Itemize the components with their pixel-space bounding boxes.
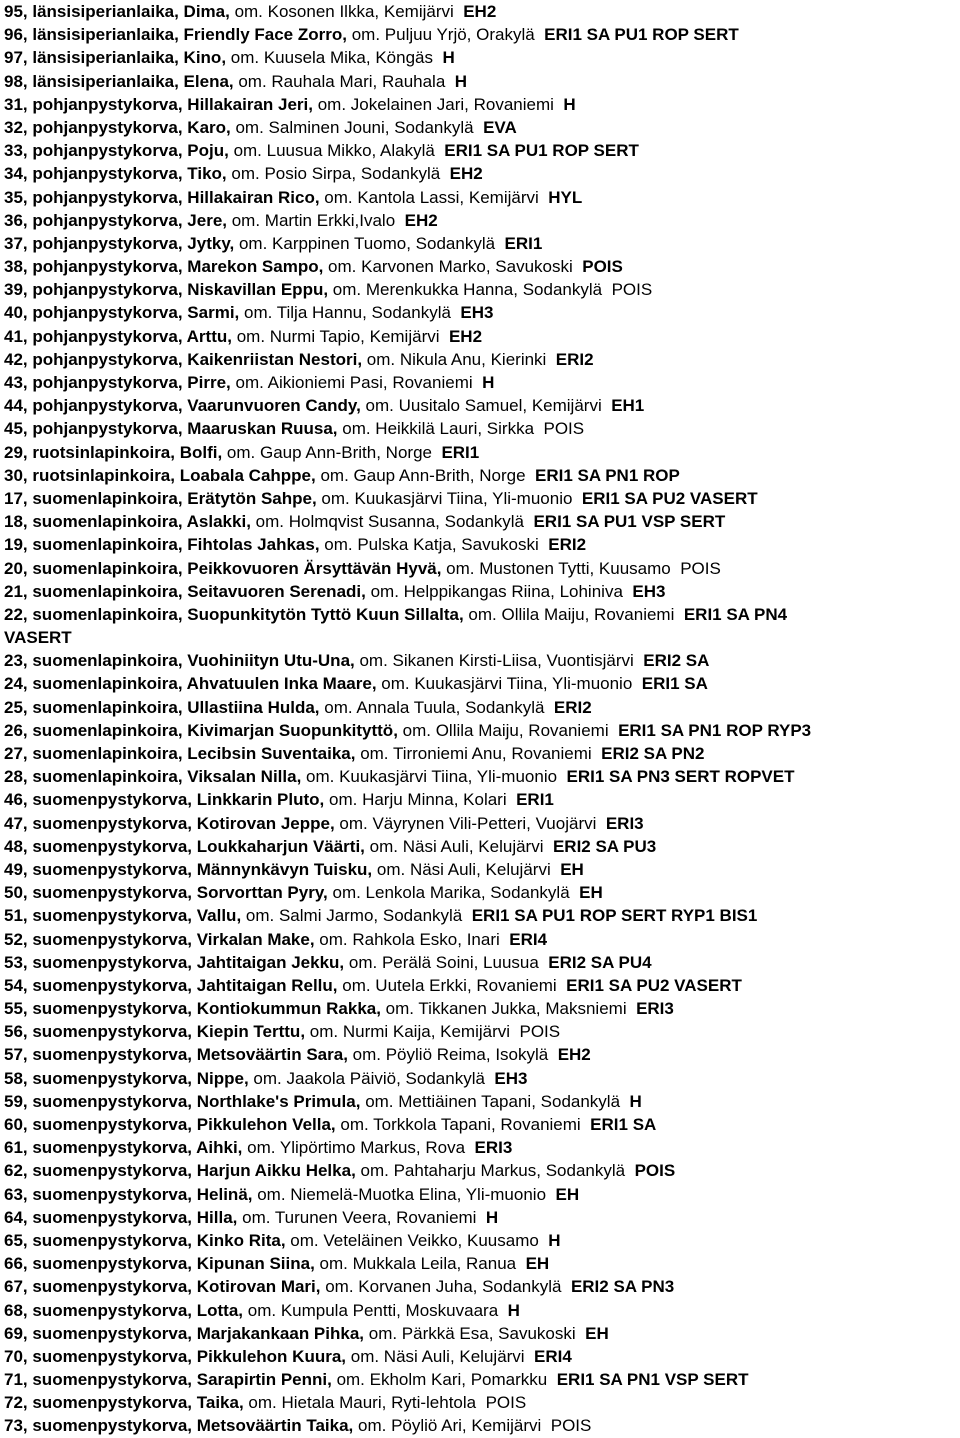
result-entry: [4, 1229, 960, 1252]
dog-entry-label: 33, pohjanpystykorva, Poju,: [4, 141, 229, 161]
evaluation-result: H: [629, 1091, 642, 1111]
result-entry: [4, 1020, 960, 1043]
evaluation-result: POIS: [519, 1022, 561, 1042]
dog-entry-label: 29, ruotsinlapinkoira, Bolfi,: [4, 442, 223, 462]
owner-text: om. Martin Erkki,Ivalo: [227, 210, 396, 230]
evaluation-result: ERI2: [553, 697, 592, 717]
evaluation-result: H: [507, 1300, 520, 1320]
result-entry: [4, 696, 960, 719]
owner-text: om. Torkkola Tapani, Rovaniemi: [335, 1115, 581, 1134]
dog-entry-label: 17, suomenlapinkoira, Erätytön Sahpe,: [4, 488, 317, 508]
evaluation-result: ERI1 SA PU2 VASERT: [581, 488, 758, 508]
result-entry: [4, 209, 960, 232]
result-entry: [4, 278, 960, 301]
dog-entry-label: 21, suomenlapinkoira, Seitavuoren Serenadi,: [4, 581, 366, 601]
dog-entry-label: 46, suomenpystykorva, Linkkarin Pluto,: [4, 790, 325, 810]
evaluation-result: ERI1: [516, 790, 554, 810]
evaluation-result: ERI1 SA PU1 VSP SERT: [533, 512, 726, 532]
owner-text: om. Uutela Erkki, Rovaniemi: [337, 975, 557, 995]
dog-entry-label: 71, suomenpystykorva, Sarapirtin Penni,: [4, 1370, 332, 1390]
dog-entry-label: 36, pohjanpystykorva, Jere,: [4, 210, 227, 230]
result-entry: [4, 580, 960, 603]
owner-text: om. Korvanen Juha, Sodankylä: [320, 1277, 562, 1297]
owner-text: om. Hietala Mauri, Ryti-lehtola: [243, 1393, 477, 1413]
evaluation-result: ERI1 SA PU1 ROP SERT RYP1 BIS1: [471, 906, 758, 926]
dog-entry-label: 97, länsisiperianlaika, Kino,: [4, 48, 227, 68]
owner-text: om. Harju Minna, Kolari: [324, 790, 507, 810]
dog-entry-label: 43, pohjanpystykorva, Pirre,: [4, 373, 231, 392]
owner-text: om. Näsi Auli, Kelujärvi: [372, 859, 551, 879]
dog-entry-label: 60, suomenpystykorva, Pikkulehon Vella,: [4, 1115, 336, 1134]
dog-entry-label: 53, suomenpystykorva, Jahtitaigan Jekku,: [4, 952, 345, 972]
owner-text: om. Näsi Auli, Kelujärvi: [346, 1346, 525, 1366]
owner-text: om. Väyrynen Vili-Petteri, Vuojärvi: [334, 813, 597, 833]
dog-entry-label: 72, suomenpystykorva, Taika,: [4, 1393, 244, 1413]
result-entry: [4, 371, 960, 394]
evaluation-result: EH3: [494, 1068, 528, 1088]
dog-entry-label: 47, suomenpystykorva, Kotirovan Jeppe,: [4, 813, 335, 833]
dog-entry-label: 55, suomenpystykorva, Kontiokummun Rakka,: [4, 999, 381, 1019]
owner-text: om. Jaakola Päiviö, Sodankylä: [248, 1068, 485, 1088]
result-entry: [4, 464, 960, 487]
result-entry: [4, 881, 960, 904]
result-entry: [4, 394, 960, 417]
result-entry: [4, 858, 960, 881]
result-entry: [4, 487, 960, 510]
owner-text: om. Holmqvist Susanna, Sodankylä: [250, 512, 525, 532]
dog-entry-label: 39, pohjanpystykorva, Niskavillan Eppu,: [4, 280, 329, 300]
owner-text: om. Nikula Anu, Kierinki: [362, 349, 547, 369]
dog-entry-label: 26, suomenlapinkoira, Kivimarjan Suopunkityttö,: [4, 720, 398, 740]
owner-text: om. Pulska Katja, Savukoski: [319, 535, 539, 555]
evaluation-result: EH2: [463, 2, 497, 21]
owner-text: om. Mustonen Tytti, Kuusamo: [441, 558, 671, 578]
dog-entry-label: 63, suomenpystykorva, Helinä,: [4, 1184, 253, 1204]
evaluation-result: ERI2 SA PU4: [548, 952, 652, 972]
evaluation-result: ERI2: [555, 349, 594, 369]
owner-text: om. Heikkilä Lauri, Sirkka: [337, 419, 535, 439]
result-entry: [4, 1368, 960, 1391]
owner-text: om. Salmi Jarmo, Sodankylä: [241, 906, 463, 926]
evaluation-result: EH2: [557, 1045, 591, 1065]
evaluation-result: ERI1 SA PN1 ROP RYP3: [618, 720, 812, 740]
owner-text: om. Kuusela Mika, Köngäs: [226, 48, 433, 68]
dog-entry-label: 42, pohjanpystykorva, Kaikenriistan Nestori,: [4, 349, 363, 369]
evaluation-result: ERI1 SA PN3 SERT ROPVET: [566, 767, 795, 787]
owner-text: om. Posio Sirpa, Sodankylä: [226, 164, 441, 184]
owner-text: om. Pöyliö Reima, Isokylä: [347, 1045, 549, 1065]
evaluation-result: EH: [560, 859, 584, 879]
evaluation-result: ERI4: [534, 1346, 572, 1366]
result-entry: [4, 93, 960, 116]
result-entry: [4, 1159, 960, 1182]
evaluation-result: H: [454, 71, 468, 91]
dog-entry-label: 62, suomenpystykorva, Harjun Aikku Helka,: [4, 1161, 356, 1181]
owner-text: om. Pöyliö Ari, Kemijärvi: [353, 1416, 542, 1436]
result-entry: [4, 23, 960, 46]
owner-text: om. Karvonen Marko, Savukoski: [323, 257, 573, 277]
evaluation-result: ERI1 SA: [641, 674, 708, 694]
dog-entry-label: 22, suomenlapinkoira, Suopunkitytön Tyttö Kuun Sillalta,: [4, 604, 464, 624]
dog-entry-label: 95, länsisiperianlaika, Dima,: [4, 2, 230, 21]
evaluation-result: ERI1 SA PN1 VSP SERT: [556, 1370, 749, 1390]
evaluation-result: EH2: [449, 164, 483, 184]
owner-text: om. Kuukasjärvi Tiina, Yli-muonio: [376, 674, 633, 694]
owner-text: om. Nurmi Kaija, Kemijärvi: [305, 1022, 511, 1042]
evaluation-result: ERI1 SA PU1 ROP SERT: [444, 141, 639, 161]
result-entry: [4, 1136, 960, 1159]
result-entry: [4, 812, 960, 835]
evaluation-result: EH: [525, 1254, 550, 1274]
result-entry: [4, 1275, 960, 1298]
dog-entry-label: 61, suomenpystykorva, Aihki,: [4, 1138, 243, 1158]
result-entry: [4, 974, 960, 997]
owner-text: om. Nurmi Tapio, Kemijärvi: [231, 326, 440, 346]
dog-entry-label: 58, suomenpystykorva, Nippe,: [4, 1068, 249, 1088]
evaluation-result: EVA: [483, 117, 517, 137]
owner-text: om. Ollila Maiju, Rovaniemi: [463, 604, 675, 624]
dog-entry-label: 20, suomenlapinkoira, Peikkovuoren Ärsyttävän Hyvä,: [4, 558, 442, 578]
result-entry: [4, 1113, 960, 1136]
result-entry: [4, 672, 960, 695]
dog-entry-label: 49, suomenpystykorva, Männynkävyn Tuisku,: [4, 859, 373, 879]
result-entry: [4, 186, 960, 209]
owner-text: om. Jokelainen Jari, Rovaniemi: [312, 94, 554, 114]
dog-entry-label: 18, suomenlapinkoira, Aslakki,: [4, 512, 251, 532]
result-entry: [4, 325, 960, 348]
result-entry: [4, 904, 960, 927]
dog-entry-label: 96, länsisiperianlaika, Friendly Face Zorro,: [4, 25, 347, 45]
dog-entry-label: 37, pohjanpystykorva, Jytky,: [4, 233, 235, 253]
dog-entry-label: 40, pohjanpystykorva, Sarmi,: [4, 303, 240, 323]
result-entry: [4, 1345, 960, 1368]
result-entry: [4, 1252, 960, 1275]
result-entry: [4, 765, 960, 788]
evaluation-result-continued: VASERT: [4, 628, 72, 648]
evaluation-result: ERI4: [509, 929, 548, 949]
owner-text: om. Mukkala Leila, Ranua: [314, 1254, 517, 1274]
owner-text: om. Rauhala Mari, Rauhala: [233, 71, 446, 91]
owner-text: om. Kuukasjärvi Tiina, Yli-muonio: [316, 488, 573, 508]
result-entry: [4, 232, 960, 255]
evaluation-result: H: [485, 1207, 499, 1227]
evaluation-result: ERI1: [504, 233, 543, 253]
dog-entry-label: 27, suomenlapinkoira, Lecibsin Suventaika,: [4, 744, 356, 763]
result-entry: [4, 116, 960, 139]
dog-entry-label: 34, pohjanpystykorva, Tiko,: [4, 164, 227, 184]
result-entry: [4, 1090, 960, 1113]
owner-text: om. Näsi Auli, Kelujärvi: [364, 836, 544, 856]
evaluation-result: ERI2 SA: [643, 651, 710, 671]
result-entry: [4, 928, 960, 951]
result-entry: [4, 417, 960, 440]
dog-entry-label: 48, suomenpystykorva, Loukkaharjun Väärti,: [4, 836, 365, 856]
owner-text: om. Pärkkä Esa, Savukoski: [364, 1323, 576, 1343]
evaluation-result: ERI3: [636, 999, 674, 1019]
evaluation-result: POIS: [611, 280, 653, 300]
owner-text: om. Helppikangas Riina, Lohiniva: [365, 581, 623, 601]
dog-entry-label: 56, suomenpystykorva, Kiepin Terttu,: [4, 1022, 306, 1042]
evaluation-result: EH2: [404, 210, 438, 230]
result-entry: [4, 255, 960, 278]
dog-entry-label: 23, suomenlapinkoira, Vuohiniityn Utu-Una,: [4, 651, 355, 671]
evaluation-result: ERI1 SA PN4: [683, 604, 788, 624]
evaluation-result: ERI1: [441, 442, 480, 462]
evaluation-result: H: [563, 94, 576, 114]
result-entry: [4, 1206, 960, 1229]
evaluation-result: EH: [585, 1323, 609, 1343]
evaluation-result: H: [442, 48, 455, 68]
owner-text: om. Rahkola Esko, Inari: [314, 929, 500, 949]
result-entry: [4, 1322, 960, 1345]
owner-text: om. Turunen Veera, Rovaniemi: [237, 1207, 477, 1227]
evaluation-result: ERI3: [605, 813, 644, 833]
evaluation-result: H: [548, 1230, 561, 1250]
owner-text: om. Kumpula Pentti, Moskuvaara: [243, 1300, 499, 1320]
evaluation-result: ERI3: [474, 1138, 513, 1158]
evaluation-result: EH3: [632, 581, 666, 601]
evaluation-result: POIS: [582, 257, 623, 277]
owner-text: om. Sikanen Kirsti-Liisa, Vuontisjärvi: [354, 651, 634, 671]
evaluation-result: EH2: [448, 326, 483, 346]
dog-entry-label: 68, suomenpystykorva, Lotta,: [4, 1300, 244, 1320]
result-entry: [4, 1067, 960, 1090]
dog-entry-label: 35, pohjanpystykorva, Hillakairan Rico,: [4, 187, 320, 207]
owner-text: om. Kantola Lassi, Kemijärvi: [319, 187, 539, 207]
evaluation-result: ERI2 SA PU3: [552, 836, 657, 856]
result-entry: [4, 1414, 960, 1437]
evaluation-result: POIS: [550, 1416, 592, 1436]
owner-text: om. Puljuu Yrjö, Orakylä: [346, 25, 535, 45]
result-entry: [4, 1183, 960, 1206]
owner-text: om. Pahtaharju Markus, Sodankylä: [355, 1161, 626, 1181]
result-entry: [4, 70, 960, 93]
dog-entry-label: 24, suomenlapinkoira, Ahvatuulen Inka Maare,: [4, 674, 377, 694]
evaluation-result: POIS: [485, 1393, 527, 1413]
result-entry: [4, 46, 960, 69]
dog-entry-label: 65, suomenpystykorva, Kinko Rita,: [4, 1230, 286, 1250]
result-entry: [4, 1391, 960, 1414]
result-entry: [4, 835, 960, 858]
dog-entry-label: 69, suomenpystykorva, Marjakankaan Pihka,: [4, 1323, 365, 1343]
result-entry: [4, 951, 960, 974]
result-entry: [4, 348, 960, 371]
result-entry: [4, 557, 960, 580]
result-entry: [4, 1299, 960, 1322]
evaluation-result: EH3: [460, 303, 494, 323]
owner-text: om. Aikioniemi Pasi, Rovaniemi: [230, 373, 473, 392]
evaluation-result: POIS: [634, 1161, 676, 1181]
dog-entry-label: 98, länsisiperianlaika, Elena,: [4, 71, 234, 91]
dog-entry-label: 30, ruotsinlapinkoira, Loabala Cahppe,: [4, 465, 316, 485]
evaluation-result: HYL: [548, 187, 583, 207]
dog-entry-label: 31, pohjanpystykorva, Hillakairan Jeri,: [4, 94, 313, 114]
owner-text: om. Annala Tuula, Sodankylä: [319, 697, 545, 717]
owner-text: om. Tirroniemi Anu, Rovaniemi: [355, 744, 592, 763]
evaluation-result: ERI1 SA PN1 ROP: [534, 465, 680, 485]
evaluation-result: POIS: [680, 558, 721, 578]
owner-text: om. Merenkukka Hanna, Sodankylä: [328, 280, 603, 300]
owner-text: om. Gaup Ann-Brith, Norge: [315, 465, 526, 485]
owner-text: om. Tikkanen Jukka, Maksniemi: [380, 999, 627, 1019]
owner-text: om. Veteläinen Veikko, Kuusamo: [285, 1230, 539, 1250]
result-entry: [4, 603, 960, 626]
dog-entry-label: 25, suomenlapinkoira, Ullastiina Hulda,: [4, 697, 320, 717]
owner-text: om. Ollila Maiju, Rovaniemi: [397, 720, 609, 740]
owner-text: om. Ylipörtimo Markus, Rova: [242, 1138, 466, 1158]
evaluation-result: ERI1 SA: [590, 1115, 657, 1134]
dog-entry-label: 54, suomenpystykorva, Jahtitaigan Rellu,: [4, 975, 338, 995]
evaluation-result: EH: [555, 1184, 580, 1204]
dog-entry-label: 51, suomenpystykorva, Vallu,: [4, 906, 242, 926]
dog-entry-label: 73, suomenpystykorva, Metsoväärtin Taika,: [4, 1416, 354, 1436]
result-entry: [4, 301, 960, 324]
result-entry: [4, 649, 960, 672]
dog-entry-label: 67, suomenpystykorva, Kotirovan Mari,: [4, 1277, 321, 1297]
evaluation-result: EH: [579, 883, 603, 903]
evaluation-result: ERI2 SA PN2: [601, 744, 705, 763]
owner-text: om. Gaup Ann-Brith, Norge: [222, 442, 432, 462]
owner-text: om. Mettiäinen Tapani, Sodankylä: [360, 1091, 621, 1111]
dog-entry-label: 66, suomenpystykorva, Kipunan Siina,: [4, 1254, 315, 1274]
owner-text: om. Perälä Soini, Luusua: [344, 952, 539, 972]
result-entry: [4, 510, 960, 533]
evaluation-result: ERI2: [548, 535, 587, 555]
dog-entry-label: 44, pohjanpystykorva, Vaarunvuoren Candy,: [4, 396, 361, 416]
dog-entry-label: 52, suomenpystykorva, Virkalan Make,: [4, 929, 315, 949]
dog-entry-label: 45, pohjanpystykorva, Maaruskan Ruusa,: [4, 419, 338, 439]
result-entry: [4, 788, 960, 811]
result-entry: [4, 997, 960, 1020]
dog-entry-label: 50, suomenpystykorva, Sorvorttan Pyry,: [4, 883, 328, 903]
evaluation-result: ERI1 SA PU1 ROP SERT: [544, 25, 739, 45]
owner-text: om. Karppinen Tuomo, Sodankylä: [234, 233, 496, 253]
evaluation-result: H: [482, 373, 495, 392]
result-entry: [4, 139, 960, 162]
result-entry: [4, 1043, 960, 1066]
evaluation-result: EH1: [611, 396, 645, 416]
dog-entry-label: 59, suomenpystykorva, Northlake's Primula,: [4, 1091, 361, 1111]
dog-entry-label: 28, suomenlapinkoira, Viksalan Nilla,: [4, 767, 302, 787]
evaluation-result: ERI1 SA PU2 VASERT: [566, 975, 742, 995]
owner-text: om. Tilja Hannu, Sodankylä: [239, 303, 451, 323]
result-entry: [4, 0, 960, 23]
dog-entry-label: 64, suomenpystykorva, Hilla,: [4, 1207, 238, 1227]
result-entry: [4, 742, 960, 765]
owner-text: om. Luusua Mikko, Alakylä: [228, 141, 435, 161]
dog-entry-label: 32, pohjanpystykorva, Karo,: [4, 117, 231, 137]
owner-text: om. Kosonen Ilkka, Kemijärvi: [229, 2, 454, 21]
dog-entry-label: 38, pohjanpystykorva, Marekon Sampo,: [4, 257, 324, 277]
evaluation-result: POIS: [543, 419, 585, 439]
owner-text: om. Kuukasjärvi Tiina, Yli-muonio: [301, 767, 558, 787]
owner-text: om. Niemelä-Muotka Elina, Yli-muonio: [252, 1184, 547, 1204]
dog-entry-label: 57, suomenpystykorva, Metsoväärtin Sara,: [4, 1045, 348, 1065]
result-entry: [4, 441, 960, 464]
owner-text: om. Salminen Jouni, Sodankylä: [230, 117, 474, 137]
result-entry: [4, 533, 960, 556]
dog-entry-label: 19, suomenlapinkoira, Fihtolas Jahkas,: [4, 535, 320, 555]
dog-entry-label: 70, suomenpystykorva, Pikkulehon Kuura,: [4, 1346, 347, 1366]
result-entry: [4, 162, 960, 185]
owner-text: om. Ekholm Kari, Pomarkku: [331, 1370, 548, 1390]
dog-entry-label: 41, pohjanpystykorva, Arttu,: [4, 326, 232, 346]
evaluation-result: ERI2 SA PN3: [570, 1277, 675, 1297]
result-entry: [4, 719, 960, 742]
owner-text: om. Uusitalo Samuel, Kemijärvi: [360, 396, 602, 416]
owner-text: om. Lenkola Marika, Sodankylä: [327, 883, 570, 903]
